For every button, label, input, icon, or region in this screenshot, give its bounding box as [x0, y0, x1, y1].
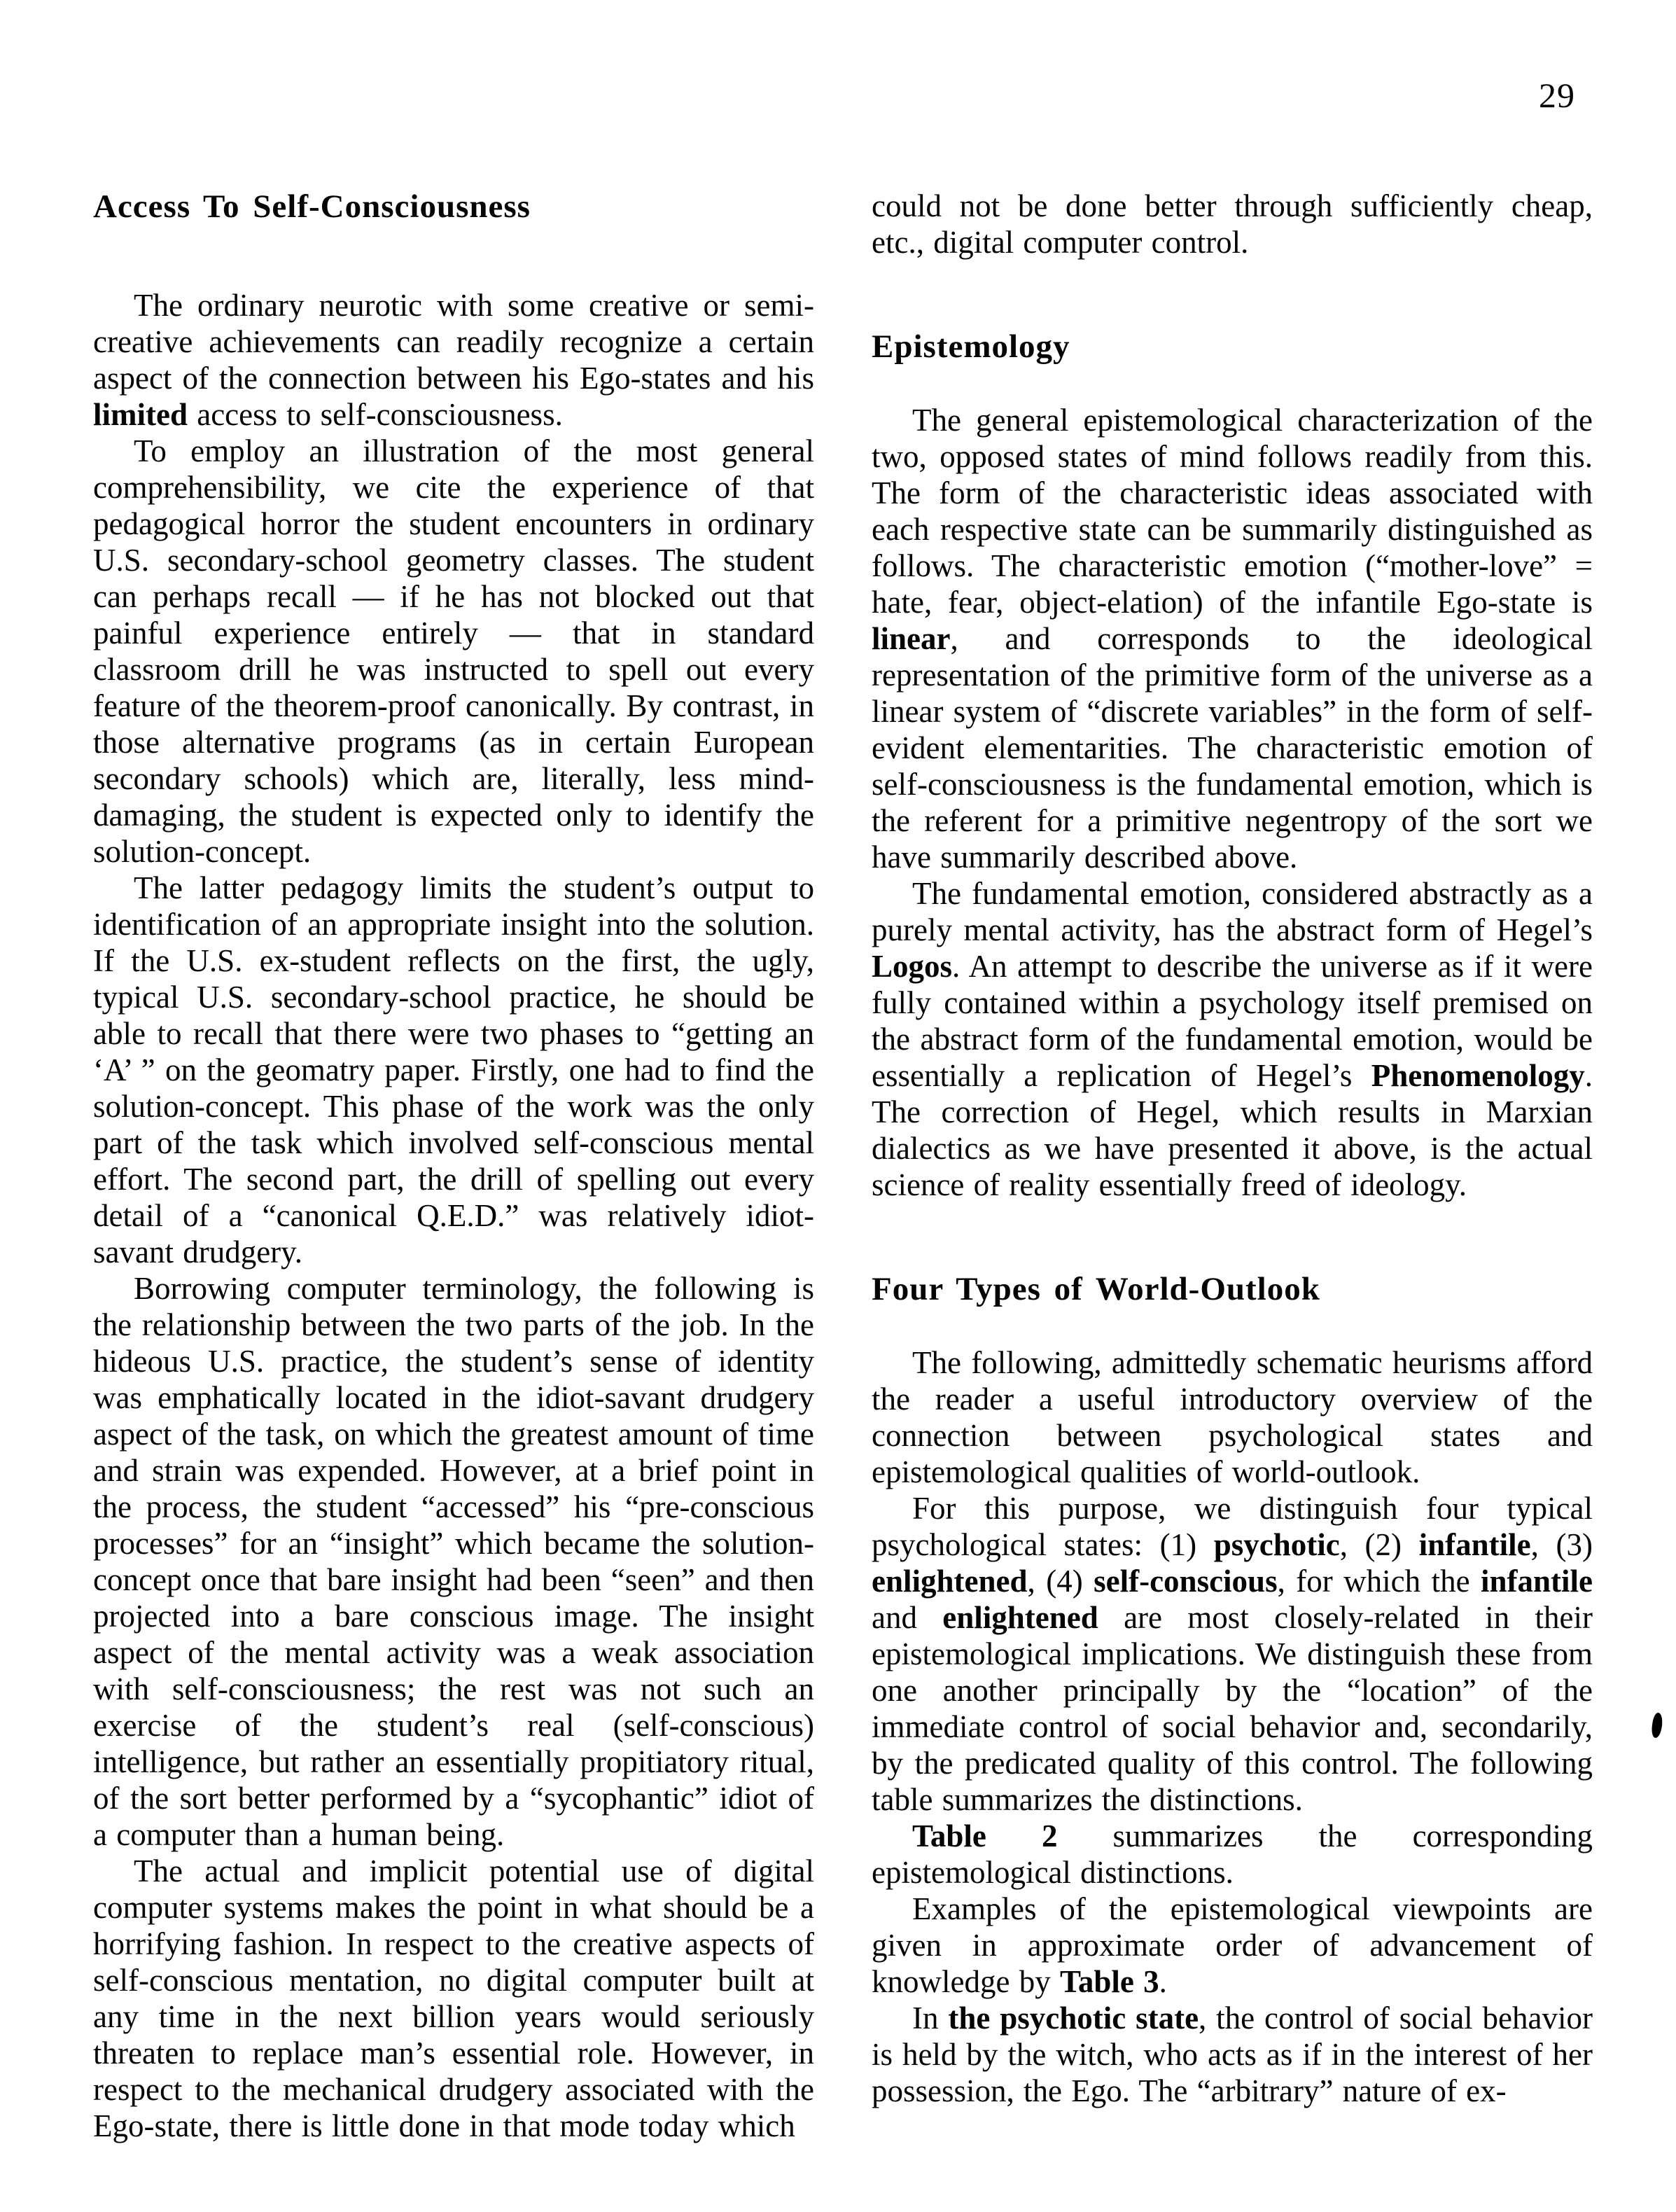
scan-ink-speck-artifact — [1651, 1712, 1664, 1739]
continuation-paragraph — [872, 188, 1593, 260]
bold-text: Logos — [872, 949, 953, 984]
paragraph: Table 2 summarizes the corresponding epistemological distinctions. — [872, 1818, 1593, 1890]
four-types-paragraphs — [872, 1344, 1593, 2109]
left-column — [93, 188, 814, 2144]
bold-text: Table 2 — [912, 1818, 1058, 1853]
page-number: 29 — [1539, 76, 1575, 115]
left-column-paragraphs — [93, 287, 814, 2144]
bold-text: self-conscious — [1094, 1564, 1278, 1599]
paragraph: The general epistemological characterization of the two, opposed states of mind follows readily from this. The form of the characteristic ideas associated with each respective state can be summarily distinguished as follows. The characteristic emotion (“mother-love” = hate, fear, object-elation) of the infantile Ego-state is linear, and corresponds to the ideological representation of the primitive form of the universe as a linear system of “discrete variables” in the form of self-evident elementarities. The characteristic emotion of self-consciousness is the fundamental emotion, which is the referent for a primitive negentropy of the sort we have summarily described above. — [872, 403, 1593, 875]
two-column-layout — [93, 188, 1593, 2144]
bold-text: Table 3 — [1059, 1964, 1159, 1999]
heading-access-to-self-consciousness: Access To Self-Consciousness — [93, 188, 531, 225]
bold-text: linear — [872, 621, 951, 656]
bold-text: enlightened — [872, 1564, 1028, 1599]
paragraph: To employ an illustration of the most general comprehensibility, we cite the experience of that pedagogical horror the student encounters in ordinary U.S. secondary-school geometry classes. The student can perhaps recall — if he has not blocked out that painful experience entirely — that in standard classroom drill he was instructed to spell out every feature of the theorem-proof canonically. By contrast, in those alternative programs (as in certain European secondary schools) which are, literally, less mind-damaging, the student is expected only to identify the solution-concept. — [93, 433, 814, 869]
bold-text: limited — [93, 397, 188, 432]
bold-text: infantile — [1418, 1527, 1531, 1562]
paragraph: The latter pedagogy limits the student’s output to identification of an appropriate insight into the solution. If the U.S. ex-student reflects on the first, the ugly, typical U.S. secondary-school practice, he should be able to recall that there were two phases to “getting an ‘A’ ” on the geomatry paper. Firstly, one had to find the solution-concept. This phase of the work was the only part of the task which involved self-conscious mental effort. The second part, the drill of spelling out every detail of a “canonical Q.E.D.” was relatively idiot-savant drudgery. — [93, 870, 814, 1270]
heading-epistemology: Epistemology — [872, 328, 1070, 365]
paragraph: could not be done better through sufficiently cheap, etc., digital computer control. — [872, 188, 1593, 260]
bold-text: the psychotic state — [948, 2001, 1199, 2036]
right-column — [872, 188, 1593, 2144]
heading-four-types-of-world-outlook: Four Types of World-Outlook — [872, 1271, 1320, 1307]
paragraph: Borrowing computer terminology, the following is the relationship between the two parts of the job. In the hideous U.S. practice, the student’s sense of identity was emphatically located in the idiot-savant drudgery aspect of the task, on which the greatest amount of time and strain was expended. However, at a brief point in the process, the student “accessed” his “pre-conscious processes” for an “insight” which became the solution-concept once that bare insight had been “seen” and then projected into a bare conscious image. The insight aspect of the mental activity was a weak association with self-consciousness; the rest was not such an exercise of the student’s real (self-conscious) intelligence, but rather an essentially propitiatory ritual, of the sort better performed by a “sycophantic” idiot of a computer than a human being. — [93, 1271, 814, 1852]
paragraph: In the psychotic state, the control of social behavior is held by the witch, who acts as if in the interest of her possession, the Ego. The “arbitrary” nature of ex- — [872, 2001, 1593, 2108]
paragraph: The actual and implicit potential use of digital computer systems makes the point in what should be a horrifying fashion. In respect to the creative aspects of self-conscious mentation, no digital computer built at any time in the next billion years would seriously threaten to replace man’s essential role. However, in respect to the mechanical drudgery associated with the Ego-state, there is little done in that mode today which — [93, 1853, 814, 2143]
bold-text: infantile — [1480, 1564, 1593, 1599]
paragraph: The following, admittedly schematic heurisms afford the reader a useful introductory overview of the connection between psychological states and epistemological qualities of world-outlook. — [872, 1345, 1593, 1489]
epistemology-paragraphs — [872, 402, 1593, 1203]
bold-text: Phenomenology — [1371, 1058, 1585, 1093]
paragraph: The fundamental emotion, considered abstractly as a purely mental activity, has the abstract form of Hegel’s Logos. An attempt to describe the universe as if it were fully contained within a psychology itself premised on the abstract form of the fundamental emotion, would be essentially a replication of Hegel’s Phenomenology. The correction of Hegel, which results in Marxian dialectics as we have presented it above, is the actual science of reality essentially freed of ideology. — [872, 876, 1593, 1202]
paragraph: Examples of the epistemological viewpoints are given in approximate order of advancement of knowledge by Table 3. — [872, 1891, 1593, 1999]
paragraph: The ordinary neurotic with some creative or semi-creative achievements can readily recognize a certain aspect of the connection between his Ego-states and his limited access to self-consciousness. — [93, 288, 814, 432]
bold-text: psychotic — [1213, 1527, 1340, 1562]
paragraph: For this purpose, we distinguish four typical psychological states: (1) psychotic, (2) infantile, (3) enlightened, (4) self-conscious, for which the infantile and enlightened are most closely-related in their epistemological implications. We distinguish these from one another principally by the “location” of the immediate control of social behavior and, secondarily, by the predicated quality of this control. The following table summarizes the distinctions. — [872, 1491, 1593, 1817]
bold-text: enlightened — [942, 1600, 1098, 1635]
